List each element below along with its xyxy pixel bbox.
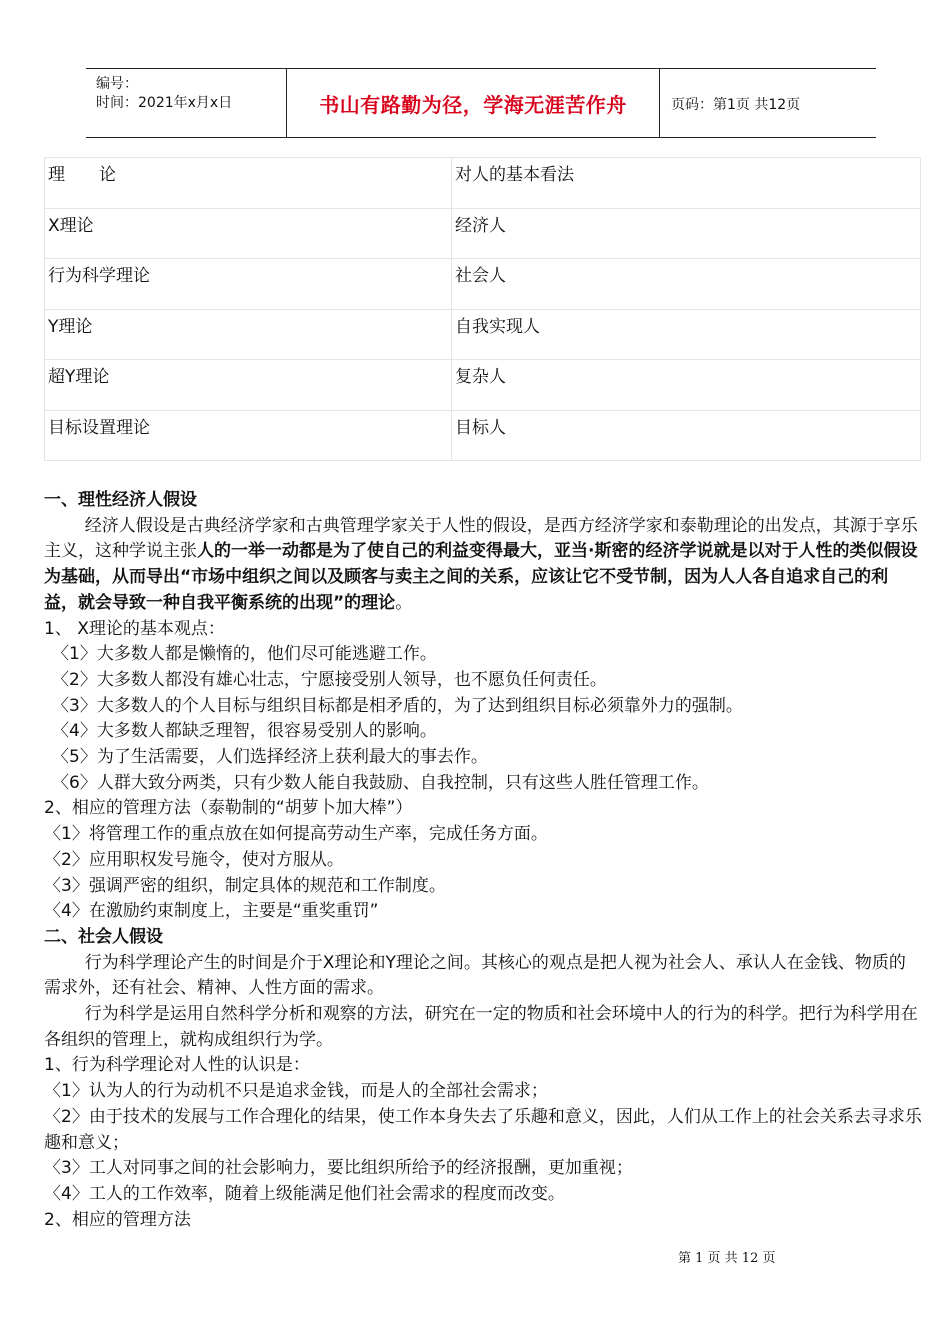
table-cell-view: 目标人 bbox=[452, 410, 921, 461]
table-cell-theory: 行为科学理论 bbox=[45, 259, 452, 310]
document-time-label: 时间：2021年x月x日 bbox=[96, 95, 233, 111]
table-cell-theory: 超Y理论 bbox=[45, 360, 452, 411]
document-number-label: 编号： bbox=[96, 76, 138, 92]
paragraph: 行为科学是运用自然科学分析和观察的方法，研究在一定的物质和社会环境中人的行为的科学。把行为科学用在各组织的管理上，就构成组织行为学。 bbox=[44, 1004, 918, 1050]
document-header bbox=[86, 68, 876, 138]
table-row bbox=[45, 259, 921, 310]
document-body bbox=[44, 488, 922, 1233]
paragraph: 行为科学理论产生的时间是介于X理论和Y理论之间。其核心的观点是把人视为社会人、承认人在金钱、物质的需求外，还有社会、精神、人性方面的需求。 bbox=[44, 952, 906, 999]
table-cell-theory: X理论 bbox=[45, 208, 452, 259]
header-motto-cell bbox=[287, 69, 660, 137]
theory-table bbox=[44, 157, 921, 461]
list-item: 〈2〉大多数人都没有雄心壮志，宁愿接受别人领导，也不愿负任何责任。 bbox=[52, 669, 607, 690]
table-cell-view: 经济人 bbox=[452, 208, 921, 259]
header-meta-cell bbox=[86, 69, 287, 137]
table-cell-theory: Y理论 bbox=[45, 309, 452, 360]
list-item: 〈4〉大多数人都缺乏理智，很容易受别人的影响。 bbox=[52, 721, 437, 742]
list-item: 〈4〉在激励约束制度上，主要是“重奖重罚” bbox=[44, 901, 379, 922]
paragraph-text: 经济人假设是古典经济学家和古典管理学家关于人性的假设，是西方经济学家和泰勒理论的出发点，其源于享乐主义，这种学说主张 bbox=[44, 515, 918, 562]
table-row bbox=[45, 410, 921, 461]
list-item: 〈1〉大多数人都是懒惰的，他们尽可能逃避工作。 bbox=[52, 644, 437, 665]
list-item: 〈3〉工人对同事之间的社会影响力，要比组织所给予的经济报酬，更加重视； bbox=[44, 1158, 633, 1179]
subsection-title: 1、行为科学理论对人性的认识是： bbox=[44, 1055, 310, 1076]
table-cell-view: 社会人 bbox=[452, 259, 921, 310]
list-item: 〈3〉大多数人的个人目标与组织目标都是相矛盾的，为了达到组织目标必须靠外力的强制。 bbox=[52, 695, 743, 716]
list-item: 〈1〉认为人的行为动机不只是追求金钱，而是人的全部社会需求； bbox=[44, 1081, 548, 1102]
table-cell-view: 自我实现人 bbox=[452, 309, 921, 360]
table-row bbox=[45, 360, 921, 411]
header-motto: 书山有路勤为径，学海无涯苦作舟 bbox=[319, 93, 627, 117]
list-item: 〈4〉工人的工作效率，随着上级能满足他们社会需求的程度而改变。 bbox=[44, 1183, 565, 1204]
table-cell-theory: 目标设置理论 bbox=[45, 410, 452, 461]
header-page-number: 页码：第1页 共12页 bbox=[671, 97, 801, 113]
list-item: 〈6〉人群大致分两类，只有少数人能自我鼓励、自我控制，只有这些人胜任管理工作。 bbox=[52, 772, 709, 793]
list-item: 〈1〉将管理工作的重点放在如何提高劳动生产率，完成任务方面。 bbox=[44, 824, 548, 845]
page-footer: 第 1 页 共 12 页 bbox=[678, 1251, 776, 1266]
table-cell-theory: 理 论 bbox=[45, 158, 452, 209]
section-heading: 二、社会人假设 bbox=[44, 926, 163, 947]
section-heading: 一、理性经济人假设 bbox=[44, 490, 197, 510]
subsection-title: 2、相应的管理方法 bbox=[44, 1209, 191, 1230]
paragraph-text: 。 bbox=[395, 592, 413, 613]
subsection-title: 1、 X理论的基本观点： bbox=[44, 618, 225, 639]
table-row bbox=[45, 208, 921, 259]
subsection-title: 2、相应的管理方法（泰勒制的“胡萝卜加大棒”） bbox=[44, 798, 413, 819]
list-item: 〈5〉为了生活需要，人们选择经济上获利最大的事去作。 bbox=[52, 747, 488, 768]
list-item: 〈2〉由于技术的发展与工作合理化的结果，使工作本身失去了乐趣和意义，因此，人们从工作上的社会关系去寻求乐趣和意义； bbox=[44, 1106, 922, 1153]
table-cell-view: 对人的基本看法 bbox=[452, 158, 921, 209]
list-item: 〈2〉应用职权发号施令，使对方服从。 bbox=[44, 849, 344, 870]
table-cell-view: 复杂人 bbox=[452, 360, 921, 411]
list-item: 〈3〉强调严密的组织，制定具体的规范和工作制度。 bbox=[44, 875, 446, 896]
table-row bbox=[45, 158, 921, 209]
table-row bbox=[45, 309, 921, 360]
paragraph bbox=[44, 514, 922, 617]
paragraph-bold-text: 人的一举一动都是为了使自己的利益变得最大，亚当·斯密的经济学说就是以对于人性的类似假设为基础，从而导出“市场中组织之间以及顾客与卖主之间的关系，应该让它不受节制，因为人人各自追求自己的利益，就会导致一种自我平衡系统的出现”的理论 bbox=[44, 541, 918, 613]
header-page-cell bbox=[661, 69, 876, 137]
